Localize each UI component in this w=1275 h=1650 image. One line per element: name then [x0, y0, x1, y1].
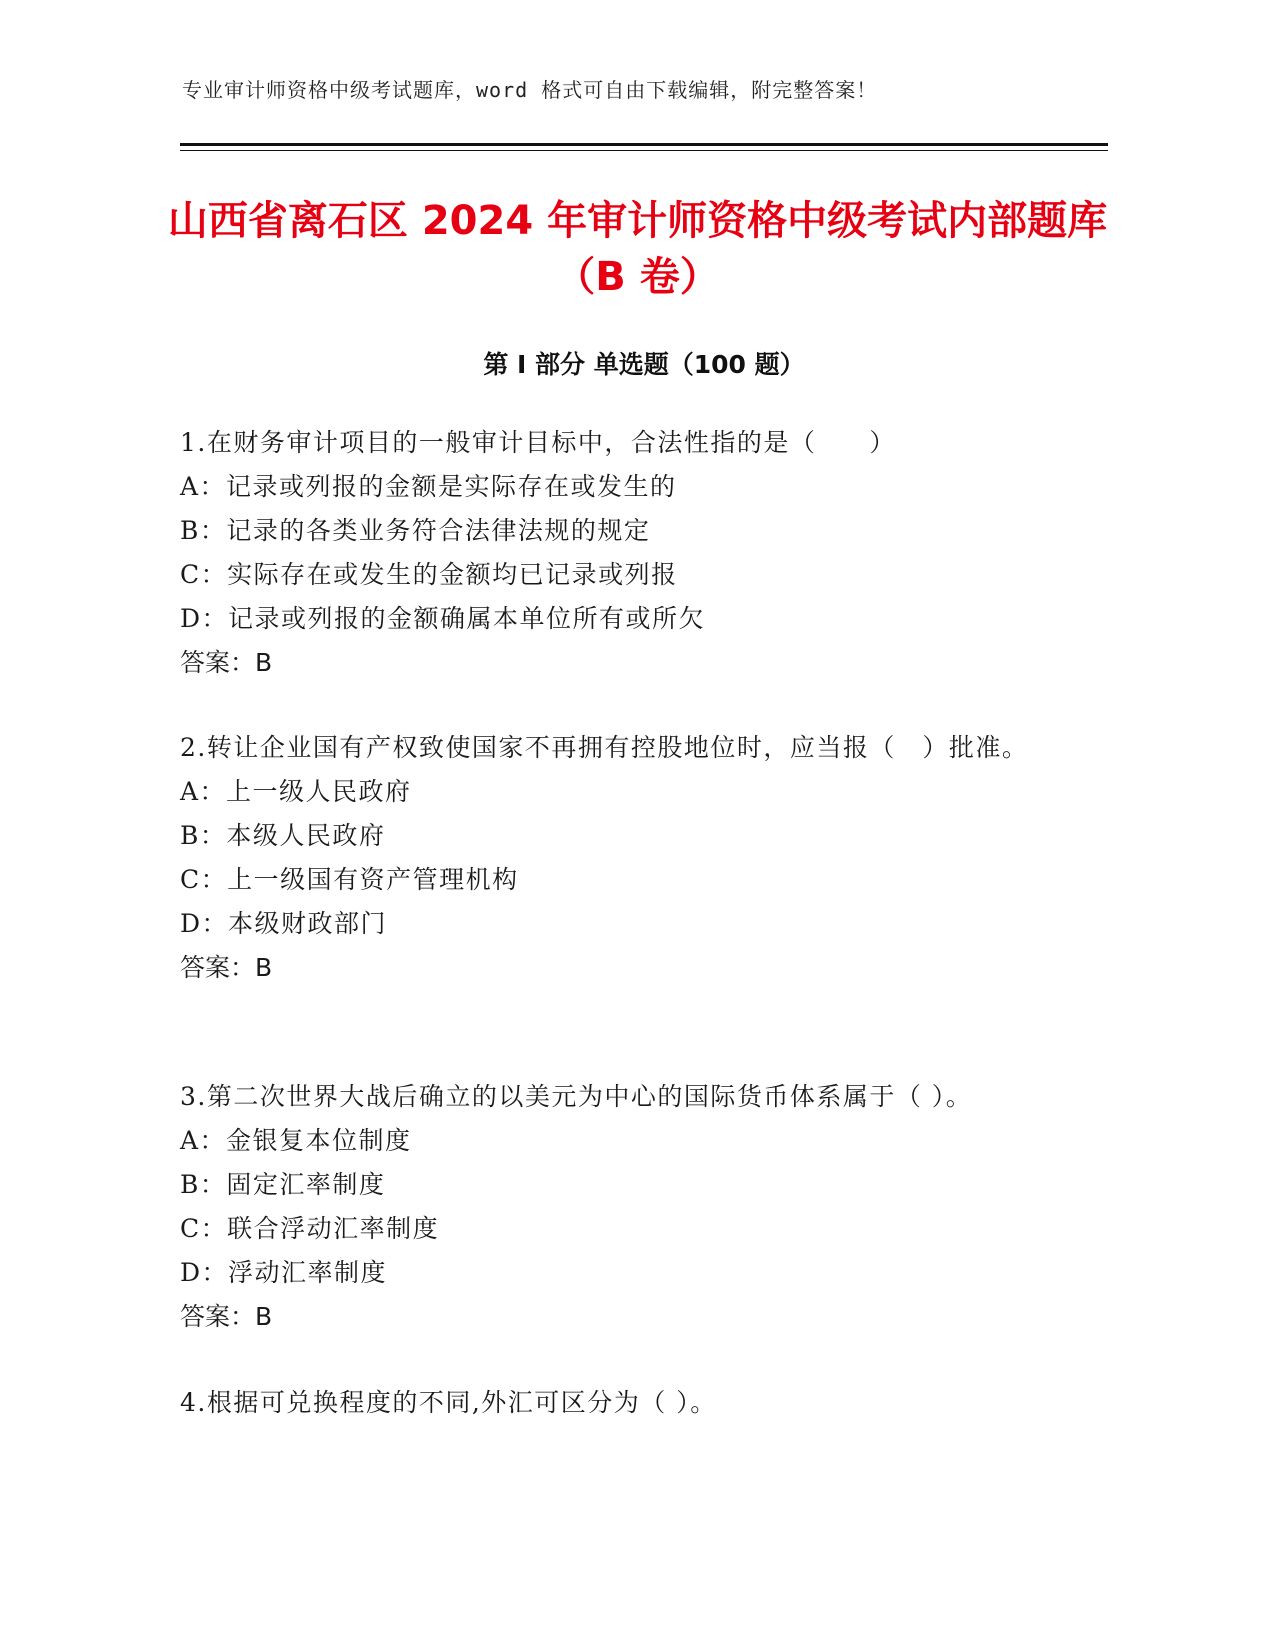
option-c: C：联合浮动汇率制度: [180, 1214, 440, 1243]
section-heading: 第 I 部分 单选题（100 题）: [483, 350, 805, 379]
option-d: D：浮动汇率制度: [180, 1258, 388, 1287]
option-d: D：本级财政部门: [180, 909, 388, 938]
question-stem: 2.转让企业国有产权致使国家不再拥有控股地位时，应当报（ ）批准。: [180, 733, 1029, 762]
answer: 答案：B: [180, 648, 273, 677]
question-1: [180, 421, 1040, 685]
document-title: 山西省离石区 2024 年审计师资格中级考试内部题库（B 卷）: [167, 198, 1108, 300]
header-divider-thick: [180, 143, 1108, 146]
header-divider-thin: [180, 150, 1108, 151]
option-a: A：记录或列报的金额是实际存在或发生的: [180, 472, 677, 501]
answer: 答案：B: [180, 1302, 273, 1331]
question-4: [180, 1381, 1040, 1425]
question-stem: 1.在财务审计项目的一般审计目标中，合法性指的是（ ）: [180, 428, 896, 457]
answer: 答案：B: [180, 953, 273, 982]
question-3: [180, 1075, 1040, 1339]
question-stem: 3.第二次世界大战后确立的以美元为中心的国际货币体系属于（ ）。: [180, 1082, 973, 1111]
option-b: B：固定汇率制度: [180, 1170, 386, 1199]
option-c: C：实际存在或发生的金额均已记录或列报: [180, 560, 678, 589]
option-d: D：记录或列报的金额确属本单位所有或所欠: [180, 604, 706, 633]
option-a: A：上一级人民政府: [180, 777, 412, 806]
question-2: [180, 726, 1040, 990]
question-stem: 4.根据可兑换程度的不同,外汇可区分为（ ）。: [180, 1388, 717, 1417]
option-c: C：上一级国有资产管理机构: [180, 865, 519, 894]
option-a: A：金银复本位制度: [180, 1126, 412, 1155]
option-b: B：本级人民政府: [180, 821, 386, 850]
header-note: 专业审计师资格中级考试题库，word 格式可自由下载编辑，附完整答案！: [182, 78, 878, 102]
option-b: B：记录的各类业务符合法律法规的规定: [180, 516, 651, 545]
